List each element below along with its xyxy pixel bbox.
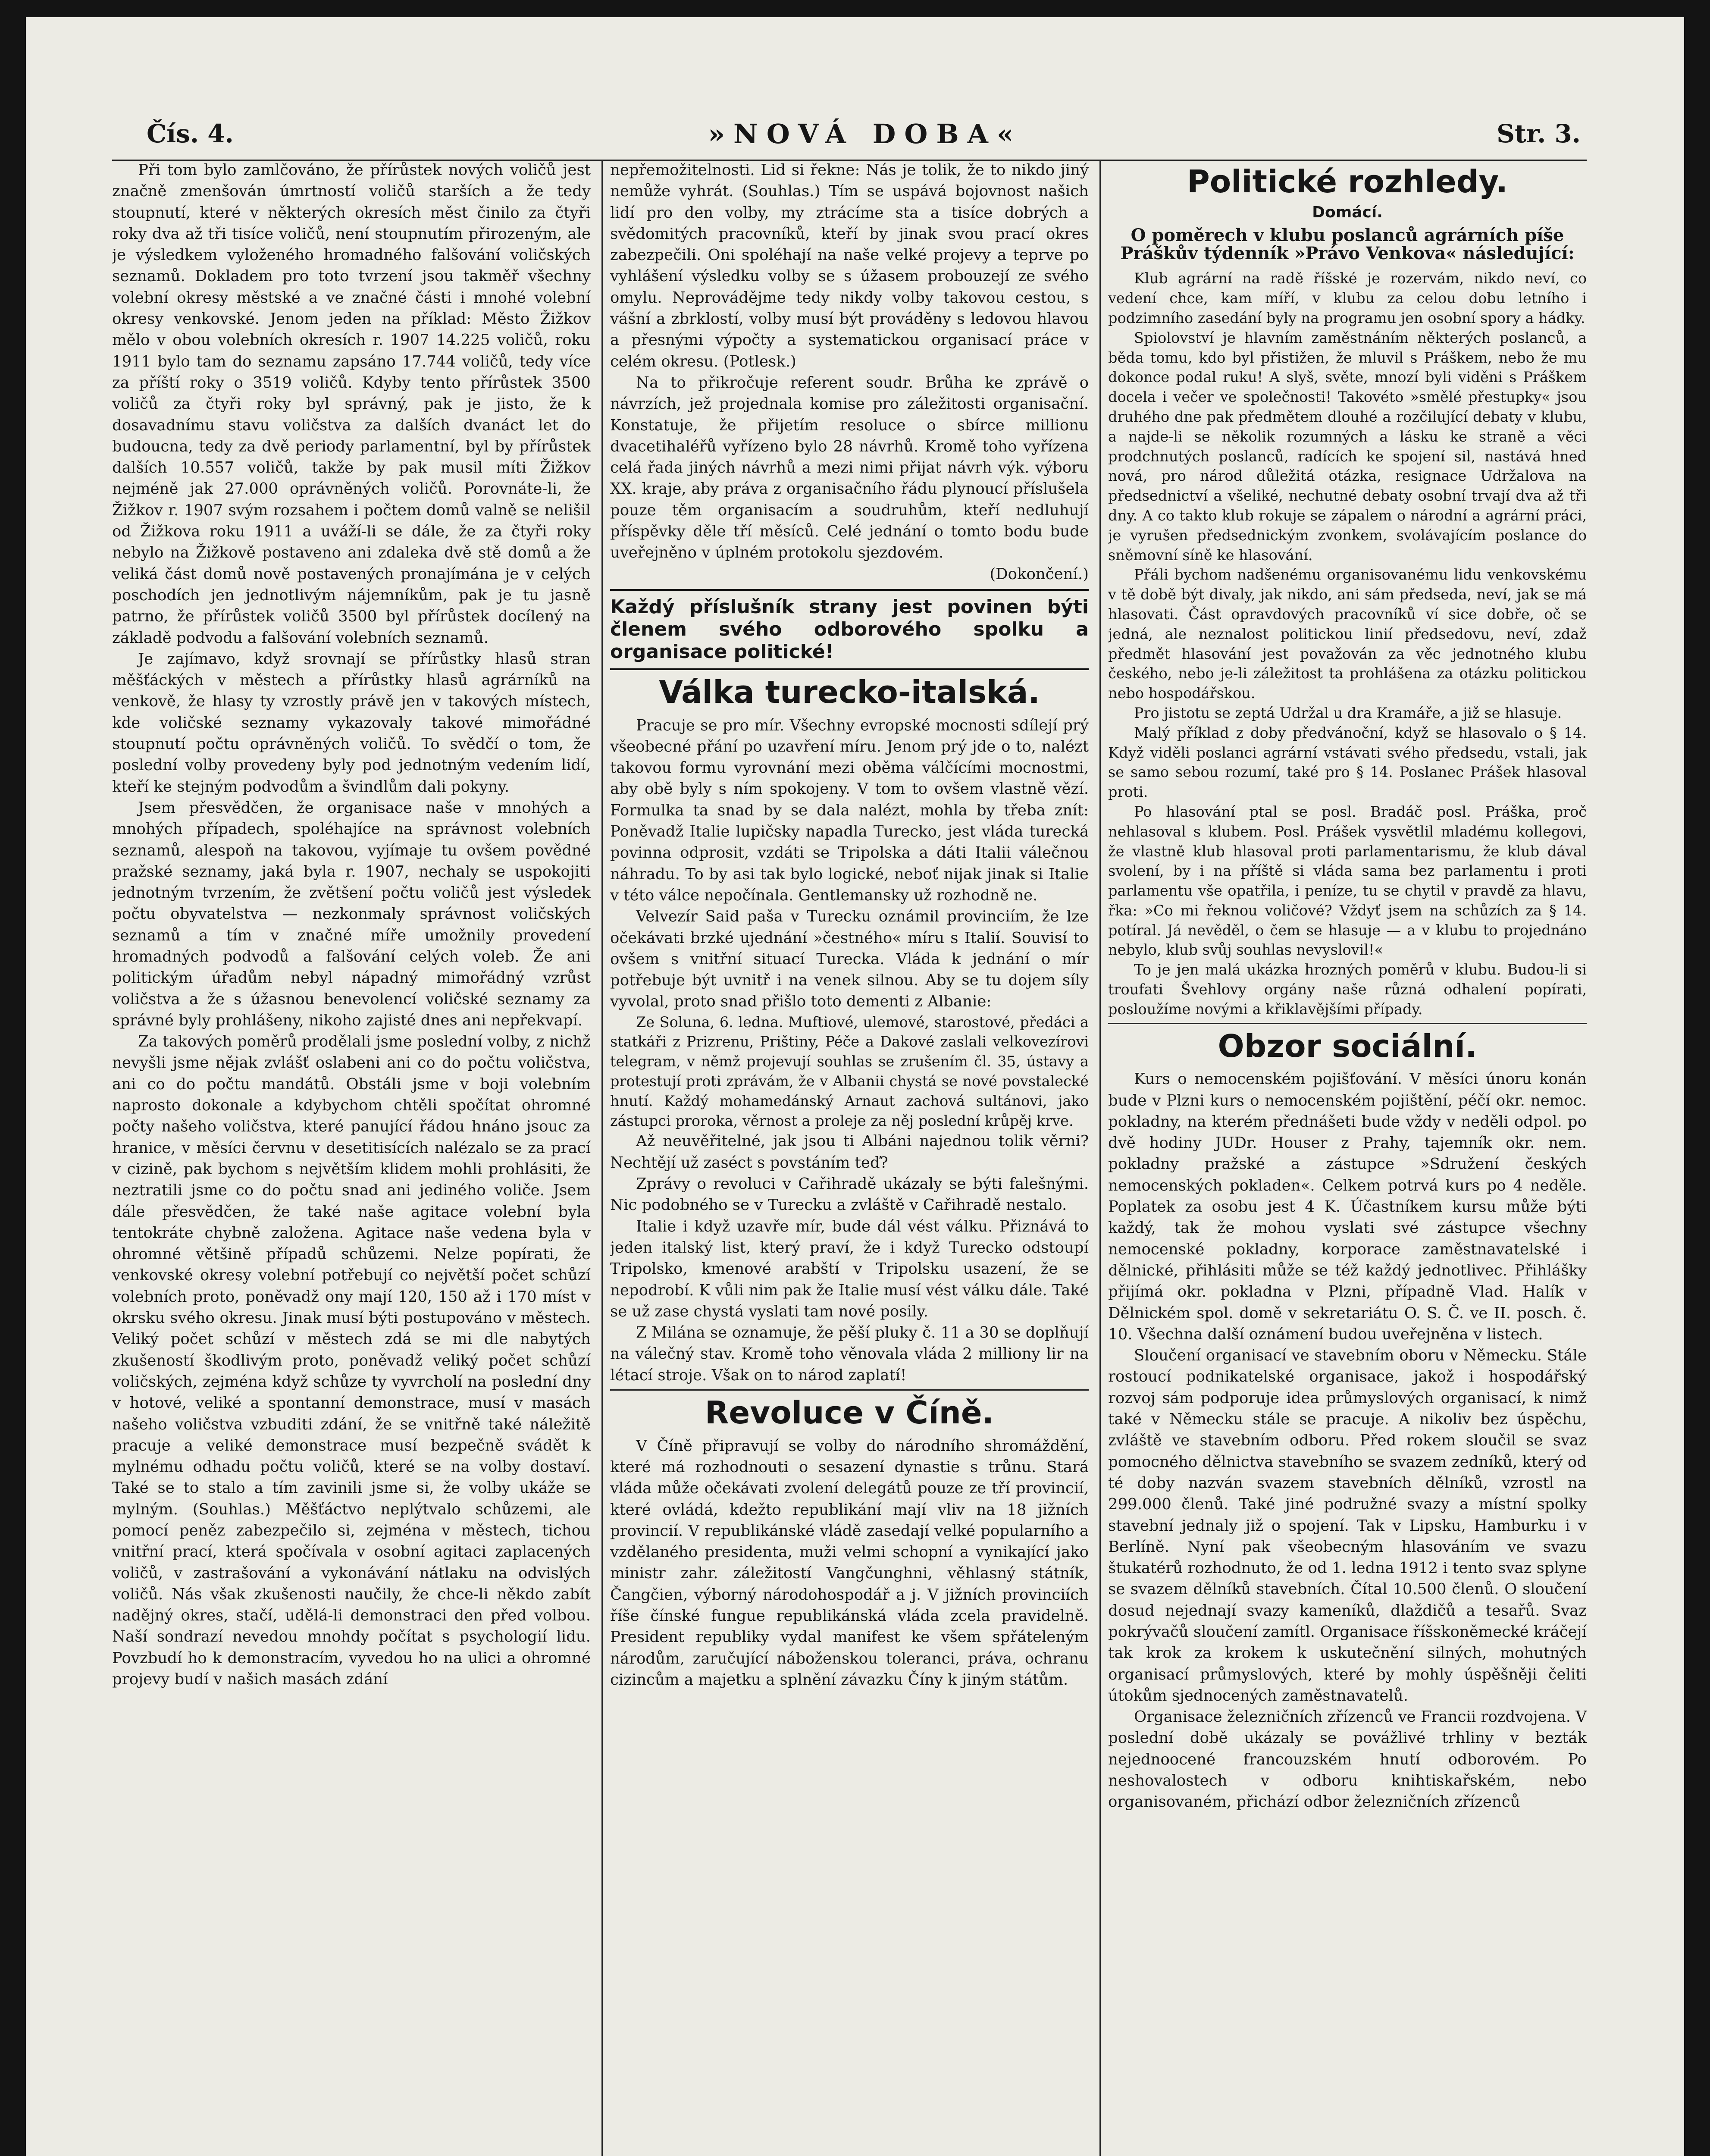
article-paragraph: Klub agrární na radě říšské je rozervám, nikdo neví, co vedení chce, kam míří, v klubu za celou dobu letního i podzimního zasedání byly na programu jen osobní spory a hádky. xyxy=(1108,270,1587,326)
news-dispatch: Ze Soluna, 6. ledna. Muftiové, ulemové, starostové, předáci a statkáři z Prizrenu, Prištiny, Péče a Dakové zaslali velkovezírovi telegram, v němž projevují souhlas se zrušením čl. 35, ústavy a protestují proti zprávám, že v Albanii chystá se nové povstalecké hnutí. Každý mohamedánský Arnaut zachová sultánovi, jako zástupci proroka, věrnost a proleje za něj poslední krůpěj krve. xyxy=(610,1013,1089,1129)
article-paragraph: Malý příklad z doby předvánoční, když se hlasovalo o § 14. Když viděli poslanci agrární vstávati svého předsedu, vstali, jak se samo sebou rozumí, také pro § 14. Poslanec Prášek hlasoval proti. xyxy=(1108,724,1587,801)
article-paragraph: Italie i když uzavře mír, bude dál vést válku. Přiznává to jeden italský list, který praví, že i když Turecko odstoupí Tripolsko, kmenové arabští v Tripolsku usazení, že se nepodrobí. K vůli nim pak že Italie musí vést válku dále. Také se už zase chystá vyslati tam nové posily. xyxy=(610,1217,1089,1320)
article-paragraph: Přáli bychom nadšenému organisovanému lidu venkovskému v tě době být divaly, jak nikdo, ani sám předseda, neví, jak se má hlasovati. Část opravdových pracovníků ví sice dobře, oč se jedná, ale neznalost politickou linií předsedovu, neví, zdaž předmět hlasování jest považován za věc jednotného klubu českého, nebo je-li záležitost ta prohlášena za otázku politickou nebo hospodářskou. xyxy=(1108,566,1587,702)
column-rule-2 xyxy=(1099,160,1101,2156)
article-paragraph: Po hlasování ptal se posl. Bradáč posl. Práška, proč nehlasoval s klubem. Posl. Prášek vysvětlil mladému kollegovi, že vlastně klub hlasoval proti parlamentarismu, že klub dával svolení, by i na příště si vláda sama bez parlamentu i proti parlamentu vše opatřila, i peníze, tu se chytil v pravdě za hlavu, řka: »Co mi řeknou voličové? Vždyť jsem na schůzích za § 14. potíral. Já nevěděl, o čem se hlasuje — a v klubu to projednáno nebylo, klub svůj souhlas nevyslovil!« xyxy=(1108,803,1587,959)
article-paragraph: Jsem přesvědčen, že organisace naše v mnohých a mnohých případech, spoléhajíce na správnost volebních seznamů, alespoň na takovou, vyjímaje tu ovšem povědné pražské seznamy, jaká byla r. 1907, nechaly se uspokojiti jednotným tvrzením, že zvětšení počtu voličů jest výsledek počtu obyvatelstva — nezkonmaly správnost voličských seznamů a tím v značné míře umožnily provedení hromadných podvodů a falšování celých voleb. Že ani politickým úřadům nebyl nápadný mimořádný vzrůst voličstva a že s úžasnou benevolencí voličské seznamy za správné byly prohlášeny, nikoho zajisté dnes ani nepřekvapí. xyxy=(112,799,591,1029)
war-headline: Válka turecko-italská. xyxy=(659,674,1040,710)
agrarian-headline: O poměrech v klubu poslanců agrárních píše Práškův týdenník »Právo Venkova« následující: xyxy=(1120,225,1575,264)
article-paragraph: Z Milána se oznamuje, že pěší pluky č. 11 a 30 se doplňují na válečný stav. Kromě toho věnovala vláda 2 milliony lir na létací stroje. Však on to národ zaplatí! xyxy=(610,1324,1089,1384)
article-paragraph: Pracuje se pro mír. Všechny evropské mocnosti sdílejí prý všeobecné přání po uzavření míru. Jenom prý jde o to, nalézt takovou formu vyrovnání mezi oběma válčícími mocnostmi, aby obě byly s ním spokojeny. V tom to ovšem vlastně vězí. Formulka ta snad by se dala nalézt, mohla by třeba znít: Poněvadž Italie lupičsky napadla Turecko, jest vláda turecká povinna odprosit, vzdáti se Tripolska a dáti Italii válečnou náhradu. To by asi tak bylo logické, neboť nijak jinak si Italie v této válce nepočínala. Gentlemansky už rozhodně ne. xyxy=(610,716,1089,904)
masthead-title: »NOVÁ DOBA« xyxy=(708,118,1022,150)
article-paragraph: nepřemožitelnosti. Lid si řekne: Nás je tolik, že to nikdo jiný nemůže vyhrát. (Souhlas.) Tím se uspává bojovnost našich lidí pro den volby, my ztrácíme sta a tisíce dobrých a svědomitých pracovníků, kteří by jinak svou prací okres zabezpečili. Oni spoléhají na naše velké projevy a teprve po vyhlášení výsledku volby se s úžasem probouzejí ze svého omylu. Neprovádějme tedy nikdy volby takovou cestou, s vášní a zbrklostí, volby musí být prováděny s ledovou hlavou a přesnými výpočty a systematickou organisací práce v celém okresu. (Potlesk.) xyxy=(610,161,1089,370)
article-paragraph: Je zajímavo, když srovnají se přírůstky hlasů stran měšťáckých v městech a přírůstky hlasů agrárníků na venkově, že hlasy ty vzrostly právě jen v takových místech, kde voličské seznamy vykazovaly takové mimořádné stoupnutí počtu oprávněných voličů. To svědčí o tom, že poslední volby provedeny byly pod jednotným vedením lidí, kteří ke stejným podvodům a švindlům dali pokyny. xyxy=(112,650,591,796)
article-paragraph: Za takových poměrů prodělali jsme poslední volby, z nichž nevyšli jsme nějak zvlášť oslabeni ani co do počtu voličstva, ani co do počtu mandátů. Obstáli jsme v boji volebním naprosto dokonale a kdybychom chtěli spočítat ohromné počty našeho voličstva, které panující řádou hnáno jsouc za hranice, v měsíci červnu v desetitisících nalézalo se za prací v cizině, pak bychom s největším klidem mohli prohlásiti, že neztratili jsme co do počtu snad ani jediného voliče. Jsem dále přesvědčen, že také naše agitace volební byla tentokráte chybně založena. Agitace naše vedena byla v ohromné většině případů schůzemi. Nelze popírati, že venkovské okresy volební potřebují co největší počet schůzí volebních proto, poněvadž ony mají 120, 150 až i 170 míst v okrsku svého okresu. Jinak musí býti postupováno v městech. Veliký počet schůzí v městech zdá se mi dle nabytých zkušeností škodlivým proto, poněvadž veliký počet schůzí voličských, zejména když schůze ty vyvrcholí na poslední dny v hotové, veliké a spontanní demonstrace, musí v masách našeho voličstva vzbuditi zdání, že se vnitřně také náležitě pracuje a veliké demonstrace musí bezpečně svádět k mylnému odhadu počtu voličů, které se na volby dostaví. Také se to stalo a tím zavinili jsme si, že volby ukáže se mylným. (Souhlas.) Měšťáctvo neplýtvalo schůzemi, ale pomocí peněz zabezpečilo si, zejména v městech, tichou vnitřní prací, která spočívala v osobní agitaci zaplacených voličů, v zastrašování a vykonávání nátlaku na odvislých voličů. Nás však zkušenosti naučily, že chce-li někdo zabít nadějný okres, stačí, udělá-li demonstraci den před volbou. Naší sondrazí nevedou mnohdy počítat s psychologií lidu. Povzbudí ho k demonstracím, vyvedou ho na ulici a ohromné projevy budí v našich masách zdání xyxy=(112,1033,591,1689)
page-header xyxy=(147,110,1581,157)
section-divider xyxy=(610,1389,1089,1391)
article-paragraph: Pro jistotu se zeptá Udržal u dra Kramáře, a již se hlasuje. xyxy=(1134,704,1562,721)
party-notice: Každý příslušník strany jest povinen býti členem svého odborového spolku a organisace politické! xyxy=(610,589,1089,670)
issue-number: Čís. 4. xyxy=(147,119,234,148)
social-headline: Obzor sociální. xyxy=(1218,1028,1477,1064)
article-paragraph: To je jen malá ukázka hrozných poměrů v klubu. Budou-li si troufati Švehlovy orgány naše různá odhalení popírati, posloužíme novými a křiklavějšími případy. xyxy=(1108,961,1587,1018)
continued-note: (Dokončení.) xyxy=(990,565,1089,583)
column-rule-1 xyxy=(601,160,603,2156)
article-paragraph: Při tom bylo zamlčováno, že přírůstek nových voličů jest značně zmenšován úmrtností voličů starších a že tedy stoupnutí, které v některých okresích měst činilo za čtyři roky dva až tři tisíce voličů, není stoupnutím přirozeným, ale je výsledkem vyloženého hromadného falšování voličských seznamů. Dokladem pro toto tvrzení jsou takměř všechny volební okresy městské a ve značné části i mnohé volební okresy venkovské. Jenom jeden na příklad: Město Žižkov mělo v obou volebních okresích r. 1907 14.225 voličů, roku 1911 bylo tam do seznamu zapsáno 17.744 voličů, tedy více za příští roky o 3519 voličů. Kdyby tento přírůstek 3500 voličů za čtyři roky byl správný, pak je jisto, že k dosavadnímu stavu voličstva za dalších dvanáct let do budoucna, tedy za dvě periody parlamentní, byl by přírůstek dalších 10.557 voličů, takže by pak musil míti Žižkov nejméně jak 27.000 oprávněných voličů. Porovnáte-li, že Žižkov r. 1907 svým rozsahem i počtem domů valně se nelišil od Žižkova roku 1911 a uváží-li se dále, že za čtyři roky nebylo na Žižkově postaveno ani zdaleka dvě stě domů a že veliká část domů nově postavených pronajímána je v celých poschodích jen jednotlivým nájemníkům, pak je tu jasně patrno, že přírůstek voličů 3500 byl přírůstek docílený na základě podvodu a falšování volebních seznamů. xyxy=(112,161,591,647)
article-paragraph: Organisace železničních zřízenců ve Francii rozdvojena. V poslední době ukázaly se povážlivé trhliny v bezták nejednoocené francouzském hnutí odborovém. Po neshovalostech v odboru knihtiskařském, nebo organisovaném, přichází odbor železničních zřízenců xyxy=(1108,1708,1587,1811)
politics-headline: Politické rozhledy. xyxy=(1187,163,1508,200)
column-1 xyxy=(112,160,591,2156)
article-paragraph: Sloučení organisací ve stavebním oboru v Německu. Stále rostoucí podnikatelské organisace, jakož i hospodářský rozvoj sám podporuje idea průmyslových organisací, k nimž také v Německu stále se pracuje. A nikoliv bez úspěchu, zvláště ve stavebním odboru. Před rokem sloučil se svaz pomocného dělnictva stavebního se svazem zedníků, který od té doby nazván svazem stavebních dělníků, vzrostl na 299.000 členů. Také jiné podružné svazy a místní spolky stavební jednaly již o spojení. Tak v Lipsku, Hamburku i v Berlíně. Nyní pak všeobecným hlasováním ve svazu štukatérů rozhodnuto, že od 1. ledna 1912 i tento svaz splyne se svazem dělníků stavebních. Čítal 10.500 členů. O sloučení dosud nejednají svazy kameníků, dlaždičů a tesařů. Svaz pokrývačů sloučení zamítl. Organisace říšskoněmecké kráčejí tak krok za krokem k uskutečnění silných, mohutných organisací průmyslových, které by mohly úspěšněji čeliti útokům sjednocených zaměstnavatelů. xyxy=(1108,1347,1587,1705)
column-3 xyxy=(1108,160,1587,2156)
article-paragraph: V Číně připravují se volby do národního shromáždění, které má rozhodnouti o sesazení dynastie s trůnu. Stará vláda může očekávati zvolení delegátů pouze ze tří provincií, které ovládá, kdežto republikání mají vliv na 18 jižních provincií. V republikánské vládě zasedají velké popularního a vzdělaného presidenta, muži velmi schopní a vynikající jako ministr zahr. záležitostí Vangčunghni, věhlasný státník, Čangčien, výborný národohospodář a j. V jižních provinciích říše čínské fungue republikánská vláda zcela pravidelně. President republiky vydal manifest ke všem spřáteleným národům, zaručující náboženskou toleranci, práva, ochranu cizincům a majetku a splnění závazku Číny k jiným státům. xyxy=(610,1437,1089,1689)
article-paragraph: Zprávy o revoluci v Cařihradě ukázaly se býti falešnými. Nic podobného se v Turecku a zvláště v Cařihradě nestalo. xyxy=(610,1175,1089,1214)
politics-subheading: Domácí. xyxy=(1312,203,1383,221)
article-paragraph: Velvezír Said paša v Turecku oznámil provinciím, že lze očekávati brzké ujednání »čestného« míru s Italií. Souvisí to ovšem s vnitřní situací Turecka. Vláda k jednání o mír potřebuje být uvnitř i na venek silnou. Aby se tu dojem síly vyvolal, proto snad přišlo toto dementi z Albanie: xyxy=(610,908,1089,1011)
article-paragraph: Až neuvěřitelné, jak jsou ti Albáni najednou tolik věrni? Nechtějí už zaséct s povstáním teď? xyxy=(610,1132,1089,1172)
article-paragraph: Na to přikročuje referent soudr. Brůha ke zprávě o návrzích, jež projednala komise pro záležitosti organisační. Konstatuje, že přijetím resoluce o sbírce millionu dvacetihaléřů vyřízeno bylo 28 návrhů. Kromě toho vyřízena celá řada jiných návrhů a mezi nimi přijat návrh výk. výboru XX. kraje, aby práva z organisačního řádu plynoucí příslušela pouze těm organisacím a soudruhům, kteří nedluhují příspěvky děle tří měsíců. Celé jednání o tomto bodu bude uveřejněno v úplném protokolu sjezdovém. xyxy=(610,373,1089,562)
column-2 xyxy=(610,160,1089,2156)
china-headline: Revoluce v Číně. xyxy=(705,1395,994,1431)
page-number: Str. 3. xyxy=(1497,119,1581,148)
article-paragraph: Kurs o nemocenském pojišťování. V měsíci únoru konán bude v Plzni kurs o nemocenském pojištění, péčí okr. nemoc. pokladny, na kterém přednášeti bude vždy v neděli odpol. po dvě hodiny JUDr. Houser z Prahy, tajemník okr. nem. pokladny pražské a zástupce »Sdružení českých nemocenských pokladen«. Celkem potrvá kurs po 4 neděle. Poplatek za osobu jest 4 K. Účastníkem kursu může býti každý, tak že mohou vyslati své zástupce všechny nemocenské pokladny, korporace zaměstnavatelské i dělnické, přihlásiti může se též každý jednotlivec. Přihlášky přijímá okr. pokladna v Plzni, případně Vlad. Halík v Dělnickém spol. domě v sekretariátu O. S. Č. ve II. posch. č. 10. Všechna další oznámení budou uveřejněna v listech. xyxy=(1108,1070,1587,1343)
newspaper-page xyxy=(26,17,1684,2156)
section-divider xyxy=(1108,1023,1587,1024)
article-paragraph: Spiolovství je hlavním zaměstnáním některých poslanců, a běda tomu, kdo byl přistižen, že mluvil s Práškem, nebo že mu dokonce podal ruku! A slyš, světe, mnozí byli viděni s Práškem docela i večer ve společnosti! Takovéto »smělé přestupky« jsou druhého dne pak předmětem dlouhé a rozčilující debaty v klubu, a najde-li se několik rozumných a lásku ke straně a věci prodchnutých poslanců, radících ke spojení sil, nastává hned nová, pro národ důležitá otázka, resignace Udržalova na předsednictví a všeliké, nechutné debaty osobní trvají dva až tři dny. A co takto klub rokuje se zápalem o národní a agrární práci, je vyrušen předsednickým zvonkem, svolávajícím poslance do sněmovní síně ke hlasování. xyxy=(1108,329,1587,564)
